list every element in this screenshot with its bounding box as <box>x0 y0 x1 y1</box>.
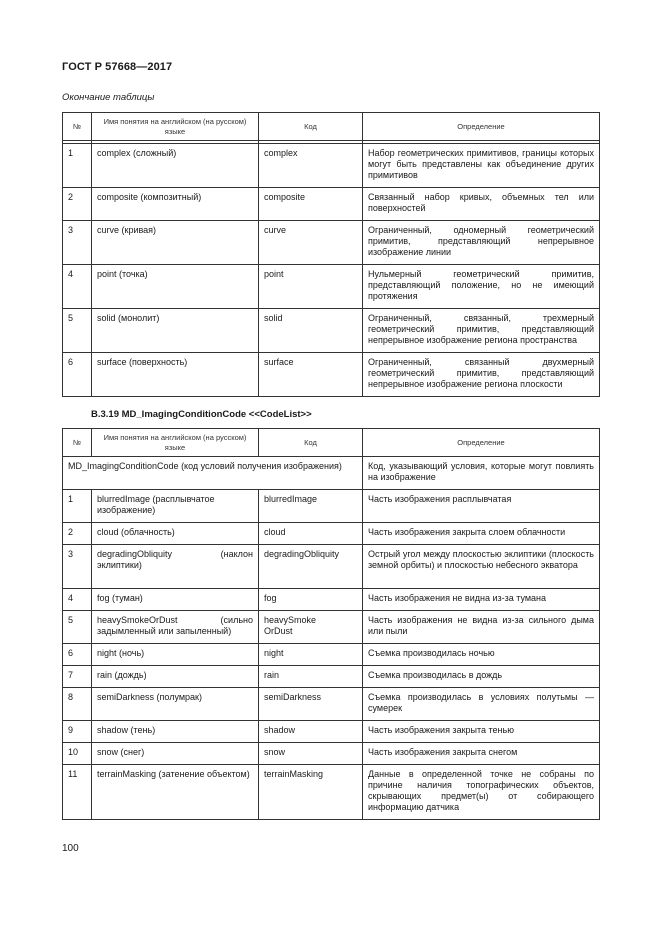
row-num: 2 <box>63 523 92 545</box>
column-header-definition: Определение <box>363 429 600 457</box>
column-header-code: Код <box>259 429 363 457</box>
row-name: night (ночь) <box>92 644 259 666</box>
imaging-condition-code-table <box>62 428 600 820</box>
row-code: terrainMasking <box>259 765 363 820</box>
row-num: 6 <box>63 644 92 666</box>
row-code: shadow <box>259 721 363 743</box>
table-row <box>63 644 600 666</box>
row-code: semiDarkness <box>259 688 363 721</box>
page-number: 100 <box>62 843 79 854</box>
row-name: solid (монолит) <box>92 309 259 353</box>
row-definition: Набор геометрических примитивов, границы которых могут быть представлены как объединение других примитивов <box>363 144 600 188</box>
row-num: 1 <box>63 144 92 188</box>
row-definition: Данные в определенной точке не собраны по причине наличия топографических объектов, скрывающих предмет(ы) от собирающего информацию датчика <box>363 765 600 820</box>
row-definition: Часть изображения не видна из-за сильного дыма или пыли <box>363 611 600 644</box>
row-definition: Съемка производилась ночью <box>363 644 600 666</box>
row-code: curve <box>259 221 363 265</box>
column-header-num: № <box>63 429 92 457</box>
row-name: rain (дождь) <box>92 666 259 688</box>
row-num: 1 <box>63 490 92 523</box>
row-name: terrainMasking (затенение объектом) <box>92 765 259 820</box>
row-definition: Съемка производилась в дождь <box>363 666 600 688</box>
row-num: 9 <box>63 721 92 743</box>
row-name: snow (снег) <box>92 743 259 765</box>
table-row <box>63 490 600 523</box>
row-definition: Нульмерный геометрический примитив, представляющий положение, но не имеющий протяжения <box>363 265 600 309</box>
section-heading: B.3.19 MD_ImagingConditionCode <<CodeList>> <box>91 409 312 420</box>
row-num: 8 <box>63 688 92 721</box>
table-row <box>63 688 600 721</box>
row-name: semiDarkness (полумрак) <box>92 688 259 721</box>
table-row <box>63 666 600 688</box>
row-definition: Часть изображения закрыта снегом <box>363 743 600 765</box>
row-num: 11 <box>63 765 92 820</box>
row-definition: Ограниченный, связанный двухмерный геометрический примитив, представляющий непрерывное изображение региона плоскости <box>363 353 600 397</box>
row-code: solid <box>259 309 363 353</box>
row-code: composite <box>259 188 363 221</box>
row-code: fog <box>259 589 363 611</box>
row-name: degradingObliquity (наклон эклиптики) <box>92 545 259 589</box>
row-num: 2 <box>63 188 92 221</box>
table-row <box>63 765 600 820</box>
row-name: cloud (облачность) <box>92 523 259 545</box>
row-definition: Часть изображения расплывчатая <box>363 490 600 523</box>
table-row <box>63 523 600 545</box>
row-definition: Часть изображения не видна из-за тумана <box>363 589 600 611</box>
column-header-definition: Определение <box>363 113 600 141</box>
row-num: 4 <box>63 589 92 611</box>
table-header-row <box>63 113 600 141</box>
row-code: rain <box>259 666 363 688</box>
table-row <box>63 265 600 309</box>
row-code: degradingObliquity <box>259 545 363 589</box>
row-num: 6 <box>63 353 92 397</box>
table-row <box>63 309 600 353</box>
column-header-name: Имя понятия на английском (на русском) языке <box>92 429 259 457</box>
codelist-definition: Код, указывающий условия, которые могут повлиять на изображение <box>363 457 600 490</box>
terms-table-continued <box>62 112 600 397</box>
row-num: 3 <box>63 545 92 589</box>
row-definition: Ограниченный, одномерный геометрический примитив, представляющий непрерывное изображение линии <box>363 221 600 265</box>
table-row <box>63 611 600 644</box>
row-code: surface <box>259 353 363 397</box>
row-code: complex <box>259 144 363 188</box>
row-num: 7 <box>63 666 92 688</box>
row-code: night <box>259 644 363 666</box>
row-name: complex (сложный) <box>92 144 259 188</box>
row-name: blurredImage (расплывчатое изображение) <box>92 490 259 523</box>
row-code: blurredImage <box>259 490 363 523</box>
table-row <box>63 353 600 397</box>
table-row <box>63 545 600 589</box>
row-definition: Связанный набор кривых, объемных тел или поверхностей <box>363 188 600 221</box>
document-header: ГОСТ Р 57668—2017 <box>62 61 173 73</box>
row-definition: Острый угол между плоскостью эклиптики (плоскость земной орбиты) и плоскостью небесного экватора <box>363 545 600 589</box>
row-definition: Часть изображения закрыта тенью <box>363 721 600 743</box>
row-name: shadow (тень) <box>92 721 259 743</box>
column-header-name: Имя понятия на английском (на русском) языке <box>92 113 259 141</box>
row-num: 5 <box>63 309 92 353</box>
row-definition: Ограниченный, связанный, трехмерный геометрический примитив, представляющий непрерывное изображение региона пространства <box>363 309 600 353</box>
column-header-num: № <box>63 113 92 141</box>
row-name: composite (композитный) <box>92 188 259 221</box>
table-row <box>63 144 600 188</box>
table-caption: Окончание таблицы <box>62 92 155 103</box>
row-num: 4 <box>63 265 92 309</box>
row-definition: Съемка производилась в условиях полутьмы — сумерек <box>363 688 600 721</box>
table-row <box>63 721 600 743</box>
row-code: heavySmoke OrDust <box>259 611 363 644</box>
row-num: 3 <box>63 221 92 265</box>
row-definition: Часть изображения закрыта слоем облачности <box>363 523 600 545</box>
column-header-code: Код <box>259 113 363 141</box>
row-code: cloud <box>259 523 363 545</box>
row-name: fog (туман) <box>92 589 259 611</box>
table-header-row <box>63 429 600 457</box>
row-name: point (точка) <box>92 265 259 309</box>
row-name: curve (кривая) <box>92 221 259 265</box>
row-name: surface (поверхность) <box>92 353 259 397</box>
table-row <box>63 589 600 611</box>
row-code: snow <box>259 743 363 765</box>
codelist-name: MD_ImagingConditionCode (код условий получения изображения) <box>63 457 363 490</box>
row-num: 10 <box>63 743 92 765</box>
table-intro-row <box>63 457 600 490</box>
table-row <box>63 743 600 765</box>
row-num: 5 <box>63 611 92 644</box>
table-row <box>63 188 600 221</box>
row-name: heavySmokeOrDust (сильно задымленный или запыленный) <box>92 611 259 644</box>
table-row <box>63 221 600 265</box>
row-code: point <box>259 265 363 309</box>
